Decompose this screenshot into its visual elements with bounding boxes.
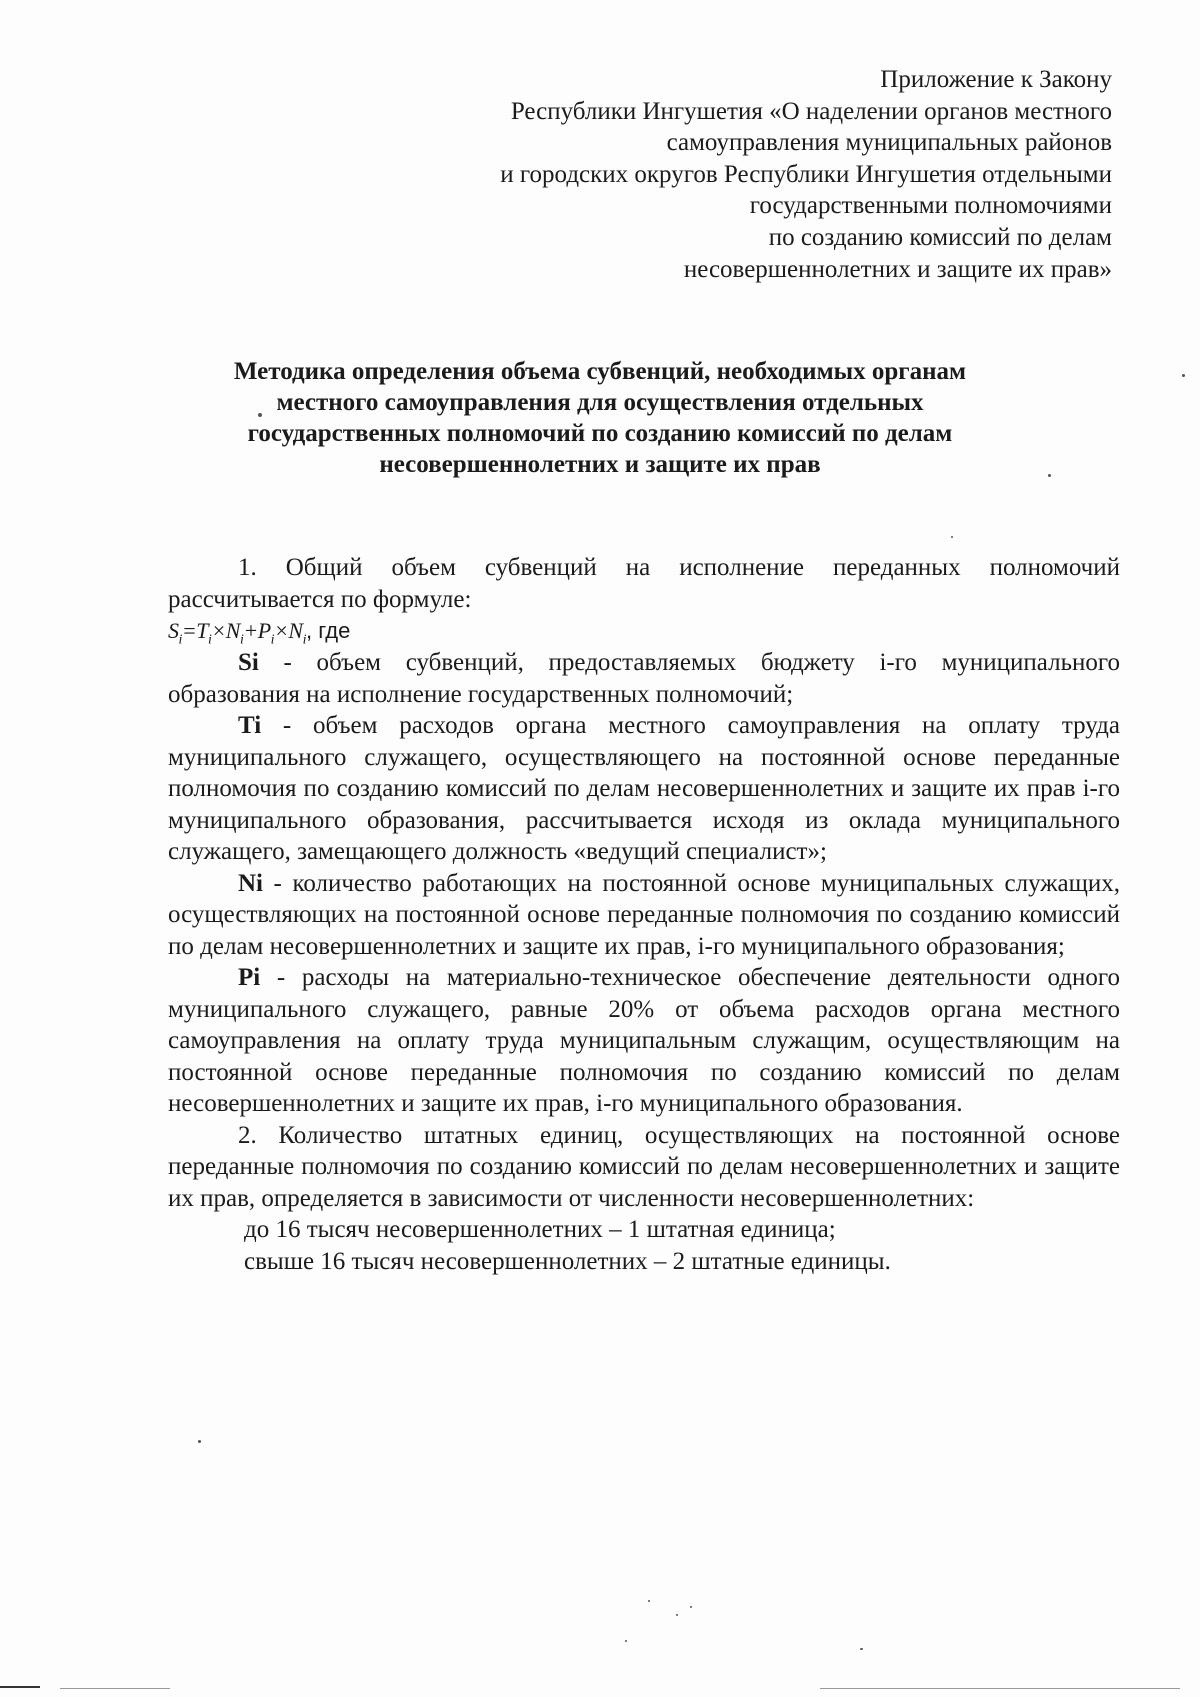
- staff-rule-item: до 16 тысяч несовершеннолетних – 1 штатная единица;: [244, 1216, 836, 1243]
- appendix-line: и городских округов Республики Ингушетия отдельными: [500, 160, 1112, 188]
- title-line: несовершеннолетних и защите их прав: [379, 451, 821, 478]
- definition-pi: [168, 962, 1120, 1120]
- definition-ti: [168, 710, 1120, 868]
- section2-intro: 2. Количество штатных единиц, осуществляющих на постоянной основе переданные полномочия по созданию комиссий по делам несовершеннолетних и защите их прав, определяется в зависимости от численности несовершеннолетних:: [168, 1121, 1120, 1212]
- definition-term: Ni: [238, 869, 263, 897]
- appendix-line: самоуправления муниципальных районов: [666, 129, 1112, 157]
- definition-term: Ti: [238, 712, 262, 739]
- formula-suffix: , где: [305, 618, 351, 643]
- definition-si: [168, 647, 1120, 710]
- scan-edge-line: [60, 1688, 170, 1689]
- definition-term: Pi: [238, 964, 261, 991]
- scan-speck: [625, 1640, 627, 1642]
- formula-expression: $S_i=T_i\times N_i+P_i\times N_i$: [168, 618, 306, 648]
- document-body: [168, 552, 1120, 1277]
- scan-speck: [648, 1600, 650, 1602]
- appendix-header: [352, 64, 1112, 285]
- definition-term: Si: [238, 649, 259, 676]
- appendix-line: государственными полномочиями: [749, 192, 1112, 220]
- appendix-line: несовершеннолетних и защите их прав»: [683, 255, 1112, 283]
- title-line: Методика определения объема субвенций, необходимых органам: [233, 358, 967, 385]
- scan-edge-line: [0, 1686, 40, 1688]
- definition-text: - объем субвенций, предоставляемых бюджету i-го муниципального образования на исполнение государственных полномочий;: [168, 649, 1120, 708]
- appendix-line: Республики Ингушетия «О наделении органов местного: [510, 97, 1112, 125]
- definition-text: - количество работающих на постоянной основе муниципальных служащих, осуществляющих на постоянной основе переданные полномочия по созданию комиссий по делам несовершеннолетних и защите их прав, i-го муниципального образования;: [168, 869, 1120, 960]
- subvention-formula: [168, 615, 1120, 647]
- definition-text: - расходы на материально-техническое обеспечение деятельности одного муниципального служащего, равные 20% от объема расходов органа местного самоуправления на оплату труда муниципальным служащим, осуществляющим на постоянной основе переданные полномочия по созданию комиссий по делам несовершеннолетних и защите их прав, i-го муниципального образования.: [168, 964, 1120, 1117]
- document-title: [180, 356, 1020, 480]
- definition-ni: [168, 868, 1120, 963]
- scan-speck: [198, 1440, 201, 1443]
- title-line: государственных полномочий по созданию комиссий по делам: [247, 420, 953, 447]
- scan-speck: [1182, 374, 1185, 377]
- definition-text: - объем расходов органа местного самоуправления на оплату труда муниципального служащего, осуществляющего на постоянной основе переданные полномочия по созданию комиссий по делам несовершеннолетних и защите их прав i-го муниципального образования, рассчитывается исходя из оклада муниципального служащего, замещающего должность «ведущий специалист»;: [168, 712, 1120, 865]
- scan-speck: [860, 1648, 863, 1650]
- scan-edge-line: [820, 1688, 1180, 1689]
- appendix-line: Приложение к Закону: [880, 66, 1112, 93]
- appendix-line: по созданию комиссий по делам: [768, 223, 1112, 251]
- scan-speck: [951, 536, 953, 538]
- scan-speck: [690, 1606, 692, 1608]
- staff-rule-item: свыше 16 тысяч несовершеннолетних – 2 штатные единицы.: [244, 1247, 891, 1275]
- scan-speck: [258, 413, 262, 417]
- scan-speck: [1048, 474, 1051, 477]
- section1-intro: 1. Общий объем субвенций на исполнение переданных полномочий рассчитывается по формуле:: [168, 554, 1120, 613]
- scan-speck: [676, 1614, 678, 1616]
- title-line: местного самоуправления для осуществления отдельных: [276, 389, 924, 416]
